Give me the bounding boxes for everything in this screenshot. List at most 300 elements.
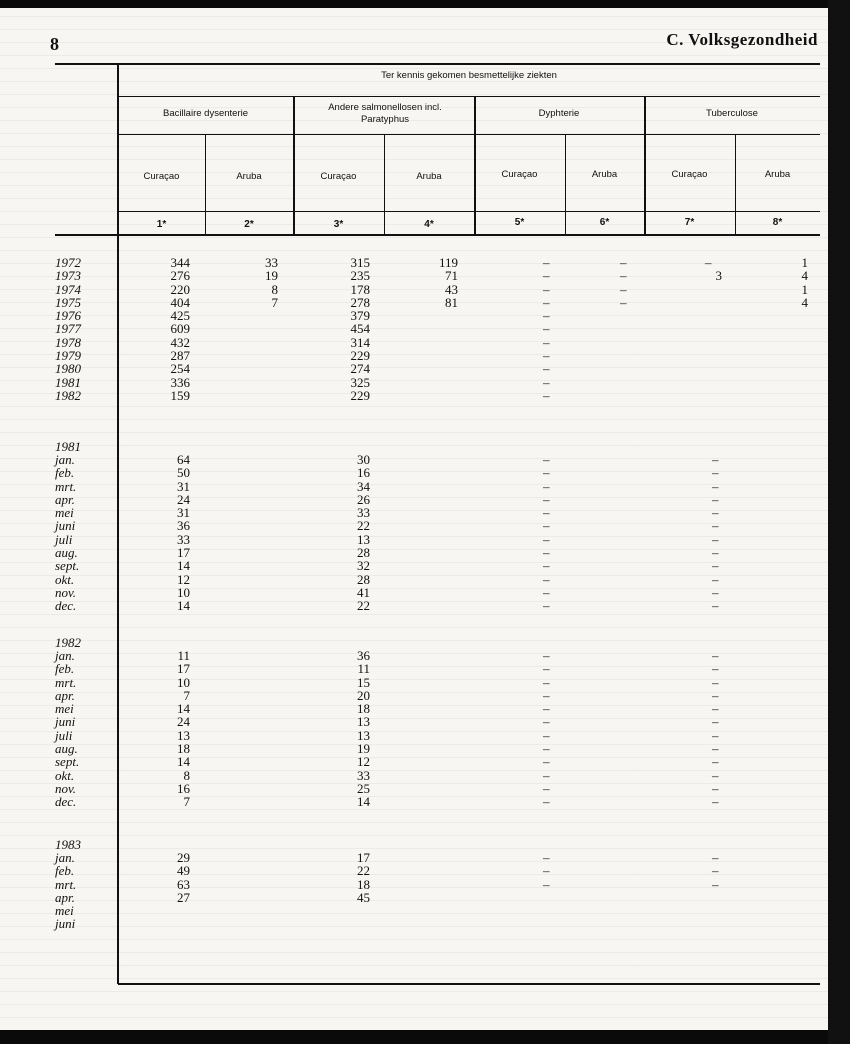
year-labels-cell: 1977 <box>55 321 81 337</box>
m1982-col5-cell: – <box>543 648 550 663</box>
m1982-col3-cell: 36 <box>357 648 370 663</box>
m1982-col3 <box>330 649 370 809</box>
annual-col5-cell: – <box>543 387 550 403</box>
annual-col4-cell <box>418 389 458 402</box>
annual-col1-cell: 344 <box>170 255 190 270</box>
months-1982-cell: juni <box>55 714 76 730</box>
months-1981-cell: mrt. <box>55 478 77 494</box>
m1981-col3-cell: 41 <box>357 584 370 600</box>
group-header-tuberculose: Tuberculose <box>706 108 758 119</box>
months-1982-cell: mei <box>55 701 74 717</box>
m1982-col1-cell: 11 <box>177 648 190 663</box>
m1983-col7-cell: – <box>712 876 719 892</box>
m1981-col7-cell: – <box>712 491 719 507</box>
col-header-3: Curaçao <box>320 171 357 182</box>
stub-divider <box>117 63 119 984</box>
annual-col1 <box>150 256 190 402</box>
m1982-col1 <box>150 649 190 809</box>
m1982-col3-cell: 20 <box>357 687 370 703</box>
annual-col1-cell: 609 <box>170 321 190 337</box>
m1982-col5-cell: – <box>543 674 550 690</box>
annual-col7-values-cell <box>700 283 722 296</box>
annual-col3 <box>330 256 370 402</box>
section-title: C. Volksgezondheid <box>666 30 818 49</box>
annual-col2-cell <box>238 349 278 362</box>
months-1981-cell: jan. <box>55 452 75 467</box>
m1982-col5-cell: – <box>543 727 550 743</box>
months-1983-cell: feb. <box>55 863 75 879</box>
m1981-col5-cell: – <box>543 558 550 574</box>
m1983-col1-cell: 29 <box>177 850 190 865</box>
annual-col6 <box>620 256 627 402</box>
annual-col7-values-cell <box>700 296 722 309</box>
col-number-4: 4* <box>424 219 434 230</box>
annual-col3-cell: 229 <box>350 387 370 403</box>
m1982-col3-cell: 13 <box>357 727 370 743</box>
m1982-col7-cell: – <box>712 648 719 663</box>
col-number-3: 3* <box>333 219 344 230</box>
months-1982-cell: feb. <box>55 661 75 677</box>
m1982-col7-cell: – <box>712 674 719 690</box>
annual-col8-cell: 4 <box>801 268 808 284</box>
m1981-col5-cell: – <box>543 465 550 481</box>
m1981-col1-cell: 10 <box>177 584 190 600</box>
m1983-col3-cell: 45 <box>357 889 370 905</box>
m1982-col3-cell: 33 <box>357 767 370 783</box>
months-1982-cell: mrt. <box>55 674 77 690</box>
m1983-col1-cell <box>150 904 190 917</box>
annual-col3-cell: 278 <box>350 294 370 310</box>
m1983-col5-cell: – <box>543 876 550 892</box>
m1982-col3-cell: 12 <box>357 754 370 770</box>
annual-col3-cell: 274 <box>350 361 370 377</box>
annual-col1-cell: 336 <box>170 374 190 390</box>
m1982-col3-cell: 18 <box>357 701 370 717</box>
m1981-col1 <box>150 453 190 613</box>
m1981-col3-cell: 26 <box>357 491 370 507</box>
year-labels-cell: 1975 <box>55 294 81 310</box>
annual-col1-cell: 404 <box>170 294 190 310</box>
months-1982-cell: nov. <box>55 780 77 796</box>
m1982-col7-cell: – <box>712 701 719 717</box>
col-header-5: Curaçao <box>501 169 538 180</box>
annual-col6-cell <box>620 309 627 322</box>
m1983-col5-cell <box>543 891 550 904</box>
table-bottom-rule <box>118 983 820 985</box>
m1981-col5-cell: – <box>543 505 550 521</box>
m1982-col7-cell: – <box>712 714 719 730</box>
m1981-col1-cell: 31 <box>177 478 190 494</box>
annual-col7-values-cell <box>700 362 722 375</box>
year-labels-cell: 1981 <box>55 374 81 390</box>
annual-col3-cell: 178 <box>350 281 370 297</box>
m1981-col5 <box>543 453 550 613</box>
m1981-col7-cell: – <box>712 518 719 534</box>
block-1983-label: 1983 <box>55 837 81 852</box>
m1981-col7-cell: – <box>712 571 719 587</box>
m1981-col3-cell: 34 <box>357 478 370 494</box>
annual-col2 <box>238 256 278 402</box>
m1981-col1-cell: 14 <box>177 598 190 614</box>
months-1982 <box>55 649 115 809</box>
annual-col6-cell: – <box>620 294 627 310</box>
annual-col8-cell: 4 <box>801 294 808 310</box>
m1981-col1-cell: 36 <box>177 518 190 534</box>
months-1982-cell: aug. <box>55 741 78 757</box>
m1983-col3-cell <box>330 917 370 930</box>
m1982-col7-cell: – <box>712 780 719 796</box>
annual-col5-cell: – <box>543 268 550 284</box>
annual-col8-cell: 1 <box>801 281 808 297</box>
super-header: Ter kennis gekomen besmettelijke ziekten <box>381 70 557 81</box>
m1981-col5-cell: – <box>543 452 550 467</box>
m1981-col5-cell: – <box>543 518 550 534</box>
m1982-col7-cell: – <box>712 741 719 757</box>
annual-col2-cell: 7 <box>271 294 278 310</box>
m1981-col1-cell: 24 <box>177 491 190 507</box>
col-number-2: 2* <box>244 219 254 230</box>
months-1983-cell: apr. <box>55 889 75 905</box>
annual-col7-values-cell: 3 <box>715 268 722 284</box>
annual-col4-cell <box>418 309 458 322</box>
group-header-dyphterie: Dyphterie <box>538 108 580 119</box>
annual-col4-cell <box>418 349 458 362</box>
m1982-col7-cell: – <box>712 661 719 677</box>
annual-col8-cell <box>780 362 808 375</box>
col-header-7: Curaçao <box>671 169 708 180</box>
annual-col3-cell: 325 <box>350 374 370 390</box>
annual-col8 <box>780 256 808 402</box>
table-top-rule <box>55 63 820 65</box>
annual-col4-cell: 81 <box>445 294 458 310</box>
m1981-col5-cell: – <box>543 531 550 547</box>
m1982-col5-cell: – <box>543 794 550 810</box>
m1982-col5-cell: – <box>543 701 550 717</box>
m1982-col5-cell: – <box>543 767 550 783</box>
annual-col1-cell: 254 <box>170 361 190 377</box>
annual-col6-cell <box>620 336 627 349</box>
m1983-col1-cell: 27 <box>177 889 190 905</box>
months-1981-cell: okt. <box>55 571 75 587</box>
m1983-col3-cell: 17 <box>357 850 370 865</box>
months-1981-cell: juli <box>55 531 73 547</box>
m1983-col1-cell: 49 <box>177 863 190 879</box>
m1983-col5-cell <box>543 917 550 930</box>
year-labels-cell: 1980 <box>55 361 81 377</box>
annual-col7-cell: – <box>705 255 712 270</box>
annual-col6-cell <box>620 376 627 389</box>
m1982-col7 <box>712 649 719 809</box>
m1983-col7-cell <box>712 904 719 917</box>
annual-col2-cell <box>238 336 278 349</box>
col-header-8: Aruba <box>764 169 791 180</box>
col-number-5: 5* <box>514 217 525 228</box>
annual-col5-cell: – <box>543 294 550 310</box>
m1983-col1 <box>150 851 190 931</box>
annual-col8-cell <box>780 389 808 402</box>
months-1981-cell: dec. <box>55 598 77 614</box>
annual-col2-cell: 33 <box>265 255 278 270</box>
col-number-1: 1* <box>156 219 167 230</box>
m1981-col7-cell: – <box>712 505 719 521</box>
annual-col7-values-cell <box>700 376 722 389</box>
m1983-col3-cell: 22 <box>357 863 370 879</box>
m1982-col5 <box>543 649 550 809</box>
m1983-col7-cell: – <box>712 863 719 879</box>
super-header-rule <box>118 96 820 97</box>
year-labels <box>55 256 115 402</box>
m1981-col5-cell: – <box>543 491 550 507</box>
m1983-col7-cell <box>712 917 719 930</box>
annual-col5-cell: – <box>543 374 550 390</box>
annual-col5 <box>543 256 550 402</box>
group-header-rule <box>118 134 820 135</box>
annual-col5-cell: – <box>543 361 550 377</box>
months-1982-cell: dec. <box>55 794 77 810</box>
annual-col2-cell <box>238 309 278 322</box>
col-header-6: Aruba <box>591 169 618 180</box>
col-number-7: 7* <box>684 217 695 228</box>
header-bottom-rule <box>55 234 820 236</box>
m1983-col1-cell: 63 <box>177 876 190 892</box>
months-1982-cell: jan. <box>55 648 75 663</box>
m1982-col3-cell: 15 <box>357 674 370 690</box>
m1981-col3-cell: 22 <box>357 598 370 614</box>
block-1982-label: 1982 <box>55 635 81 650</box>
annual-col4-cell <box>418 376 458 389</box>
annual-col5-cell: – <box>543 308 550 324</box>
annual-col3-cell: 454 <box>350 321 370 337</box>
m1982-col1-cell: 7 <box>183 687 190 703</box>
m1981-col3-cell: 16 <box>357 465 370 481</box>
annual-col8-cell <box>780 309 808 322</box>
year-labels-cell: 1973 <box>55 268 81 284</box>
m1982-col3-cell: 11 <box>357 661 370 677</box>
m1981-col5-cell: – <box>543 478 550 494</box>
m1981-col1-cell: 17 <box>177 545 190 561</box>
months-1983 <box>55 851 115 931</box>
m1981-col3-cell: 32 <box>357 558 370 574</box>
m1982-col5-cell: – <box>543 661 550 677</box>
m1982-col7-cell: – <box>712 754 719 770</box>
m1983-col3 <box>330 851 370 931</box>
annual-col5-cell: – <box>543 334 550 350</box>
annual-col1-cell: 287 <box>170 348 190 364</box>
annual-col1-cell: 432 <box>170 334 190 350</box>
annual-col1-cell: 276 <box>170 268 190 284</box>
months-1983-cell: mei <box>55 903 74 919</box>
m1981-col3-cell: 28 <box>357 545 370 561</box>
m1981-col5-cell: – <box>543 571 550 587</box>
m1981-col7-cell: – <box>712 531 719 547</box>
year-labels-cell: 1982 <box>55 387 81 403</box>
annual-col6-cell: – <box>620 255 627 270</box>
block-1981-label: 1981 <box>55 439 81 454</box>
months-1982-cell: juli <box>55 727 73 743</box>
months-1982-cell: sept. <box>55 754 80 770</box>
annual-col4-cell <box>418 362 458 375</box>
annual-col3-cell: 379 <box>350 308 370 324</box>
months-1981-cell: feb. <box>55 465 75 481</box>
m1982-col1-cell: 14 <box>177 754 190 770</box>
m1982-col5-cell: – <box>543 714 550 730</box>
m1982-col7-cell: – <box>712 727 719 743</box>
annual-col8-cell <box>780 336 808 349</box>
m1983-col7-cell <box>712 891 719 904</box>
annual-col6-cell <box>620 389 627 402</box>
m1982-col7-cell: – <box>712 794 719 810</box>
m1983-col5-cell: – <box>543 850 550 865</box>
annual-col7-values-cell <box>700 349 722 362</box>
annual-col2-cell <box>238 376 278 389</box>
m1982-col1-cell: 7 <box>183 794 190 810</box>
m1982-col3-cell: 19 <box>357 741 370 757</box>
m1982-col7-cell: – <box>712 687 719 703</box>
m1981-col5-cell: – <box>543 598 550 614</box>
months-1983-cell: jan. <box>55 850 75 865</box>
m1982-col7-cell: – <box>712 767 719 783</box>
annual-col8-cell <box>780 322 808 335</box>
column-header-rule <box>118 211 820 212</box>
annual-col5-cell: – <box>543 321 550 337</box>
m1982-col1-cell: 24 <box>177 714 190 730</box>
m1981-col3-cell: 22 <box>357 518 370 534</box>
annual-col6-cell <box>620 322 627 335</box>
year-labels-cell: 1974 <box>55 281 81 297</box>
annual-col8-cell <box>780 376 808 389</box>
annual-col3-cell: 315 <box>350 255 370 270</box>
months-1982-cell: okt. <box>55 767 75 783</box>
m1981-col7-cell: – <box>712 452 719 467</box>
document-page <box>0 8 828 1030</box>
months-1983-cell: mrt. <box>55 876 77 892</box>
m1982-col3-cell: 14 <box>357 794 370 810</box>
annual-col2-cell <box>238 389 278 402</box>
annual-col7-values-cell <box>700 336 722 349</box>
year-labels-cell: 1979 <box>55 348 81 364</box>
annual-col4-cell: 43 <box>445 281 458 297</box>
m1981-col7 <box>712 453 719 613</box>
m1982-col1-cell: 8 <box>183 767 190 783</box>
annual-col2-cell <box>238 362 278 375</box>
col-header-2: Aruba <box>236 171 262 182</box>
annual-col8-cell <box>780 349 808 362</box>
m1983-col1-cell <box>150 917 190 930</box>
annual-col5-cell: – <box>543 255 550 270</box>
m1983-col3-cell: 18 <box>357 876 370 892</box>
m1982-col1-cell: 18 <box>177 741 190 757</box>
annual-col7-values-cell <box>700 389 722 402</box>
m1981-col7-cell: – <box>712 584 719 600</box>
m1982-col5-cell: – <box>543 754 550 770</box>
group-divider-1 <box>293 97 295 235</box>
m1982-col5-cell: – <box>543 780 550 796</box>
annual-col4-cell <box>418 322 458 335</box>
annual-col4-cell: 119 <box>438 255 458 270</box>
m1982-col1-cell: 10 <box>177 674 190 690</box>
annual-col3-cell: 314 <box>350 334 370 350</box>
m1981-col7-cell: – <box>712 465 719 481</box>
m1982-col5-cell: – <box>543 687 550 703</box>
m1983-col3-cell <box>330 904 370 917</box>
annual-col8-cell: 1 <box>801 255 808 270</box>
annual-col2-cell: 8 <box>271 281 278 297</box>
m1981-col1-cell: 64 <box>177 452 190 467</box>
year-labels-cell: 1976 <box>55 308 81 324</box>
annual-col2-cell <box>238 322 278 335</box>
annual-col3-cell: 229 <box>350 348 370 364</box>
page-number: 8 <box>50 34 59 54</box>
annual-col1-cell: 220 <box>170 281 190 297</box>
m1982-col5-cell: – <box>543 741 550 757</box>
group-header-salmonellosen: Andere salmonellosen incl. Paratyphus <box>328 102 442 125</box>
m1982-col1-cell: 17 <box>177 661 190 677</box>
m1983-col5-cell <box>543 904 550 917</box>
annual-col5-cell: – <box>543 281 550 297</box>
months-1981-cell: nov. <box>55 584 77 600</box>
m1981-col1-cell: 50 <box>177 465 190 481</box>
m1981-col7-cell: – <box>712 545 719 561</box>
col-number-8: 8* <box>772 217 783 228</box>
scan-edge <box>828 0 850 1044</box>
months-1981-cell: apr. <box>55 491 75 507</box>
annual-col7-values-cell <box>700 256 722 269</box>
annual-col7-values <box>700 256 722 402</box>
m1981-col7-cell: – <box>712 478 719 494</box>
m1982-col3-cell: 25 <box>357 780 370 796</box>
m1982-col1-cell: 14 <box>177 701 190 717</box>
m1982-col3-cell: 13 <box>357 714 370 730</box>
col-number-6: 6* <box>599 217 610 228</box>
annual-col1-cell: 159 <box>170 387 190 403</box>
annual-col5-cell: – <box>543 348 550 364</box>
m1981-col5-cell: – <box>543 584 550 600</box>
annual-col2-cell: 19 <box>265 268 278 284</box>
m1981-col7-cell: – <box>712 558 719 574</box>
year-labels-cell: 1978 <box>55 334 81 350</box>
m1982-col1-cell: 13 <box>177 727 190 743</box>
annual-col4-cell <box>418 336 458 349</box>
col-header-4: Aruba <box>416 171 442 182</box>
m1981-col3-cell: 13 <box>357 531 370 547</box>
months-1983-cell: juni <box>55 916 76 932</box>
m1981-col3 <box>330 453 370 613</box>
annual-col6-cell <box>620 349 627 362</box>
m1981-col7-cell: – <box>712 598 719 614</box>
m1981-col5-cell: – <box>543 545 550 561</box>
m1981-col3-cell: 28 <box>357 571 370 587</box>
bleed-through-texture <box>0 8 828 1030</box>
m1983-col7-cell: – <box>712 850 719 865</box>
months-1981 <box>55 453 115 613</box>
annual-col6-cell: – <box>620 281 627 297</box>
year-labels-cell: 1972 <box>55 255 81 270</box>
m1981-col1-cell: 31 <box>177 505 190 521</box>
annual-col3-cell: 235 <box>350 268 370 284</box>
col-header-1: Curaçao <box>143 171 180 182</box>
m1981-col1-cell: 33 <box>177 531 190 547</box>
months-1981-cell: aug. <box>55 545 78 561</box>
m1983-col5 <box>543 851 550 931</box>
m1983-col5-cell: – <box>543 863 550 879</box>
annual-col4 <box>418 256 458 402</box>
group-header-dysenterie: Bacillaire dysenterie <box>162 108 248 119</box>
m1982-col1-cell: 16 <box>177 780 190 796</box>
m1981-col3-cell: 30 <box>357 452 370 467</box>
annual-col4-cell: 71 <box>445 268 458 284</box>
annual-col1-cell: 425 <box>170 308 190 324</box>
annual-col7-values-cell <box>700 322 722 335</box>
